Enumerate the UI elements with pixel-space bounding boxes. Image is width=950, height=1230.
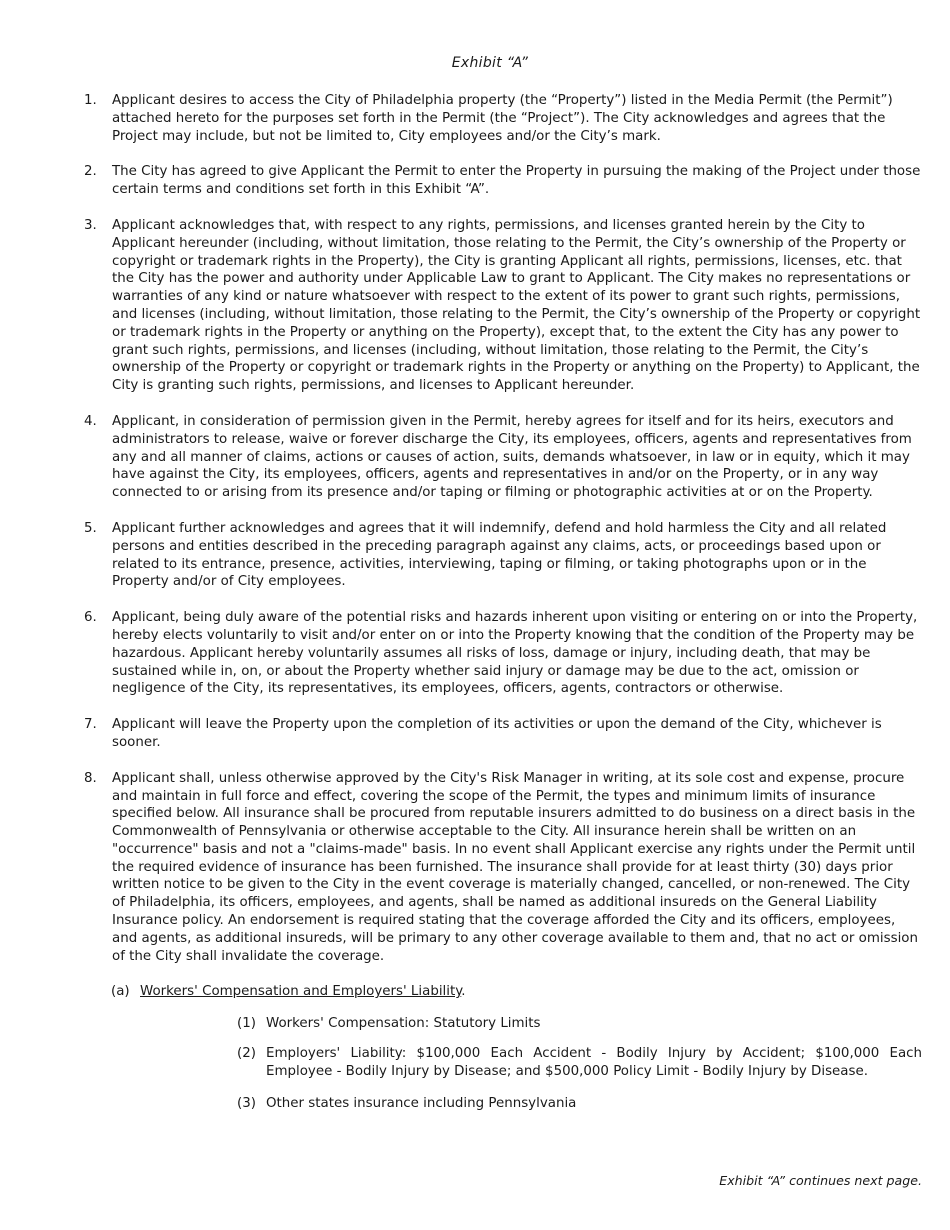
exhibit-title: Exhibit “A” — [451, 55, 529, 71]
term-item — [84, 520, 922, 591]
term-text: Applicant desires to access the City of Philadelphia property (the “Property”) listed in the Media Permit (the Permit”) attached hereto for the purposes set forth in the Permit (the “Project”). The City acknowledges and agrees that the Project may include, but not be limited to, City employees and/or the City’s mark. — [112, 93, 893, 144]
term-item — [84, 413, 922, 502]
term-item — [84, 716, 922, 752]
term-item — [84, 217, 922, 395]
insurance-subitem — [84, 1015, 922, 1033]
term-text: Applicant acknowledges that, with respect to any rights, permissions, and licenses granted herein by the City to Applicant hereunder (including, without limitation, those relating to the Permit, the City’s ownership of the Property or copyright or trademark rights in the Property), the City is granting Applicant all rights, permissions, licenses, etc. that the City has the power and authority under Applicable Law to grant to Applicant. The City makes no representations or warranties of any kind or nature whatsoever with respect to the extent of its power to grant such rights, permissions, and licenses (including, without limitation, those relating to the Permit, the City’s ownership of the Property or copyright or trademark rights in the Property or anything on the Property), except that, to the extent the City has any power to grant such rights, permissions, and licenses (including, without limitation, those relating to the Permit, the City’s ownership of the Property or copyright or trademark rights in the Property or anything on the Property) to Applicant, the City is granting such rights, permissions, and licenses to Applicant hereunder. — [112, 217, 921, 394]
insurance-subsection — [84, 983, 922, 1001]
continuation-note: Exhibit “A” continues next page. — [719, 1173, 922, 1188]
term-item — [84, 163, 922, 199]
subsection-label: (a) — [111, 984, 130, 1000]
term-number: 2. — [84, 164, 97, 180]
term-text: Applicant shall, unless otherwise approved by the City's Risk Manager in writing, at its sole cost and expense, procure and maintain in full force and effect, covering the scope of the Permit, the types and minimum limits of insurance specified below. All insurance shall be procured from reputable insurers admitted to do business on a direct basis in the Commonwealth of Pennsylvania or otherwise acceptable to the City. All insurance herein shall be written on an "occurrence" basis and not a "claims-made" basis. In no event shall Applicant exercise any rights under the Permit until the required evidence of insurance has been furnished. The insurance shall provide for at least thirty (30) days prior written notice to be given to the City in the event coverage is materially changed, cancelled, or non-renewed. The City of Philadelphia, its officers, employees, and agents, shall be named as additional insureds on the General Liability Insurance policy. An endorsement is required stating that the coverage afforded the City and its officers, employees, and agents, as additional insureds, will be primary to any other coverage available to them and, that no act or omission of the City shall invalidate the coverage. — [112, 770, 918, 964]
term-item — [84, 92, 922, 145]
subitem-number: (3) — [237, 1095, 256, 1111]
term-number: 1. — [84, 93, 97, 108]
term-text: Applicant, being duly aware of the potential risks and hazards inherent upon visiting or entering on or into the Property, hereby elects voluntarily to visit and/or enter on or into the Property knowing that the condition of the Property may be hazardous. Applicant hereby voluntarily assumes all risks of loss, damage or injury, including death, that may be sustained while in, on, or about the Property whether said injury or damage may be due to the act, omission or negligence of the City, its representatives, its employees, officers, agents, contractors or otherwise. — [112, 610, 918, 697]
term-text: Applicant further acknowledges and agrees that it will indemnify, defend and hold harmless the City and all related persons and entities described in the preceding paragraph against any claims, acts, or proceedings based upon or related to its entrance, presence, activities, interviewing, taping or filming, or taking photographs upon or in the Property and/or of City employees. — [112, 520, 887, 590]
term-number: 5. — [84, 520, 97, 536]
subitem-number: (2) — [237, 1046, 256, 1062]
subsection-heading: Workers' Compensation and Employers' Liability — [140, 984, 462, 1000]
term-text: The City has agreed to give Applicant the Permit to enter the Property in pursuing the making of the Project under those certain terms and conditions set forth in this Exhibit “A”. — [112, 164, 921, 198]
term-number: 8. — [84, 770, 97, 786]
term-number: 3. — [84, 217, 97, 233]
term-text: Applicant will leave the Property upon the completion of its activities or upon the demand of the City, whichever is sooner. — [112, 717, 882, 750]
term-number: 6. — [84, 610, 97, 626]
subitem-text: Other states insurance including Pennsylvania — [266, 1095, 577, 1111]
subitem-number: (1) — [237, 1016, 256, 1032]
insurance-subitem — [84, 1045, 922, 1081]
term-item — [84, 770, 922, 966]
insurance-subitem — [84, 1095, 922, 1113]
subsection-heading-suffix: . — [461, 984, 466, 1000]
term-number: 7. — [84, 717, 97, 733]
terms-list — [84, 92, 922, 1112]
term-item — [84, 609, 922, 698]
term-number: 4. — [84, 413, 97, 429]
term-text: Applicant, in consideration of permission given in the Permit, hereby agrees for itself and for its heirs, executors and administrators to release, waive or forever discharge the City, its employees, officers, agents and representatives from any and all manner of claims, actions or causes of action, suits, demands whatsoever, in law or in equity, which it may have against the City, its employees, officers, agents and representatives in and/or on the Property, or in any way connected to or arising from its presence and/or taping or filming or photographic activities at or on the Property. — [112, 413, 912, 501]
subitem-text: Employers' Liability: $100,000 Each Accident - Bodily Injury by Accident; $100,000 Each Employee - Bodily Injury by Disease; and $500,000 Policy Limit - Bodily Injury by Disease. — [266, 1046, 922, 1079]
subitem-text: Workers' Compensation: Statutory Limits — [266, 1016, 541, 1032]
